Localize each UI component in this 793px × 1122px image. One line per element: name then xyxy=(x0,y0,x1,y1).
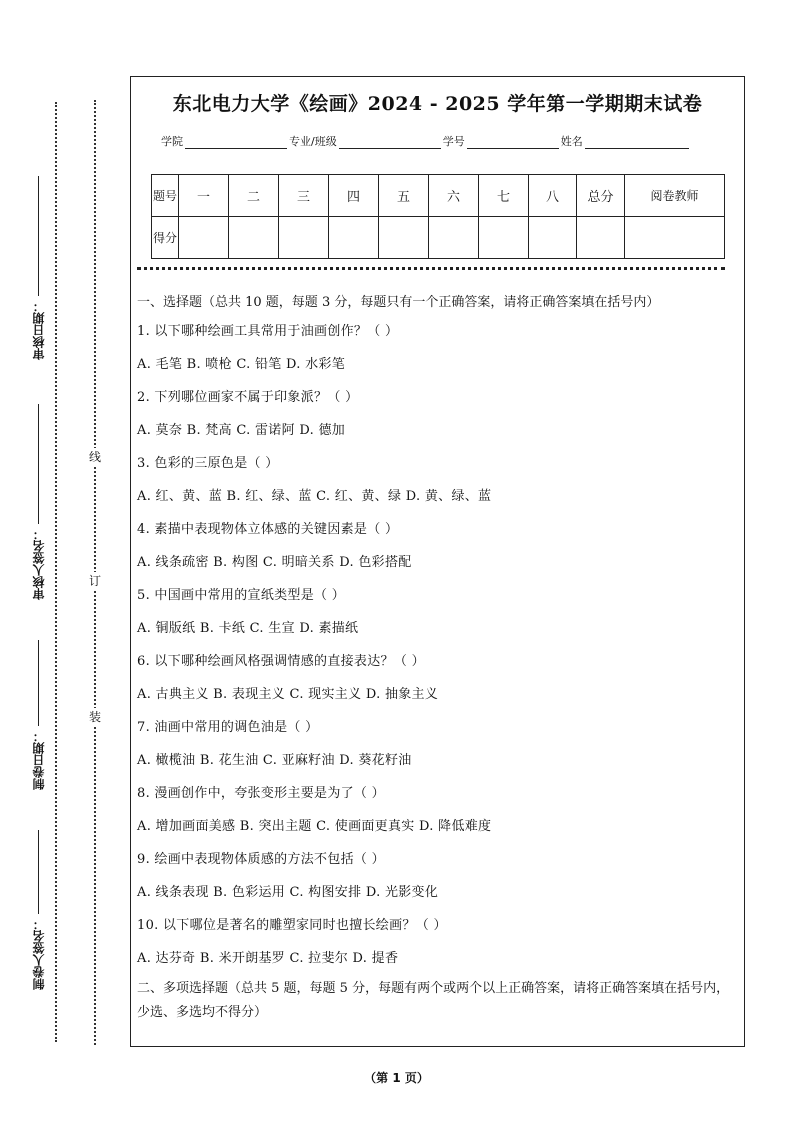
question-options: A. 红、黄、蓝 B. 红、绿、蓝 C. 红、黄、绿 D. 黄、绿、蓝 xyxy=(137,489,492,504)
binding-char-staple: 订 xyxy=(88,574,101,588)
question-options: A. 线条表现 B. 色彩运用 C. 构图安排 D. 光影变化 xyxy=(137,885,439,900)
review-date-label: 审核日期： xyxy=(30,150,47,360)
score-cell[interactable] xyxy=(179,217,229,259)
col-grader: 阅卷教师 xyxy=(625,175,725,217)
col-6: 六 xyxy=(429,175,479,217)
question-number-label: 题号 xyxy=(152,175,179,217)
binding-char-line: 线 xyxy=(88,450,101,464)
dotted-separator xyxy=(137,267,725,270)
score-cell[interactable] xyxy=(479,217,529,259)
question-options: A. 线条疏密 B. 构图 C. 明暗关系 D. 色彩搭配 xyxy=(137,555,412,570)
score-cell[interactable] xyxy=(529,217,577,259)
grader-cell[interactable] xyxy=(625,217,725,259)
score-value-row xyxy=(152,217,725,259)
col-8: 八 xyxy=(529,175,577,217)
col-3: 三 xyxy=(279,175,329,217)
question-options: A. 铜版纸 B. 卡纸 C. 生宣 D. 素描纸 xyxy=(137,621,359,636)
exam-title: 东北电力大学《绘画》2024 - 2025 学年第一学期期末试卷 xyxy=(172,93,703,115)
question-text: 7. 油画中常用的调色油是（ ） xyxy=(137,720,319,735)
question-list xyxy=(137,315,741,975)
score-header-row xyxy=(152,175,725,217)
name-label: 姓名 xyxy=(560,135,583,148)
section2-heading: 二、多项选择题（总共 5 题，每题 5 分，每题有两个或两个以上正确答案，请将正确答案填在括号内，少选、多选均不得分） xyxy=(137,981,730,1020)
score-cell[interactable] xyxy=(429,217,479,259)
question-options: A. 毛笔 B. 喷枪 C. 铅笔 D. 水彩笔 xyxy=(137,357,346,372)
exam-frame xyxy=(130,76,745,1047)
major-class-field[interactable] xyxy=(339,136,441,149)
question-options: A. 达芬奇 B. 米开朗基罗 C. 拉斐尔 D. 提香 xyxy=(137,951,399,966)
name-field[interactable] xyxy=(585,136,689,149)
paper-author-signature-label: 制卷人签名： xyxy=(30,830,47,990)
binding-char-bind: 装 xyxy=(88,710,101,724)
question-text: 8. 漫画创作中，夸张变形主要是为了（ ） xyxy=(137,786,385,801)
col-2: 二 xyxy=(229,175,279,217)
col-7: 七 xyxy=(479,175,529,217)
question-text: 9. 绘画中表现物体质感的方法不包括（ ） xyxy=(137,852,385,867)
score-label: 得分 xyxy=(152,217,179,259)
student-id-label: 学号 xyxy=(442,135,465,148)
col-5: 五 xyxy=(379,175,429,217)
reviewer-signature-label: 审核人签名： xyxy=(30,400,47,600)
section1-heading: 一、选择题（总共 10 题，每题 3 分，每题只有一个正确答案，请将正确答案填在括号内） xyxy=(137,295,660,310)
binding-dotted-line-outer xyxy=(55,102,57,1042)
paper-date-label: 制卷日期： xyxy=(30,640,47,790)
student-id-field[interactable] xyxy=(467,136,559,149)
student-info-row xyxy=(161,133,691,149)
college-field[interactable] xyxy=(185,136,287,149)
col-total: 总分 xyxy=(577,175,625,217)
exam-body xyxy=(137,291,741,1025)
score-table xyxy=(151,174,725,259)
score-cell[interactable] xyxy=(229,217,279,259)
question-options: A. 增加画面美感 B. 突出主题 C. 使画面更真实 D. 降低难度 xyxy=(137,819,492,834)
question-text: 5. 中国画中常用的宣纸类型是（ ） xyxy=(137,588,346,603)
question-text: 1. 以下哪种绘画工具常用于油画创作？（ ） xyxy=(137,324,399,339)
question-options: A. 古典主义 B. 表现主义 C. 现实主义 D. 抽象主义 xyxy=(137,687,439,702)
question-text: 6. 以下哪种绘画风格强调情感的直接表达？（ ） xyxy=(137,654,425,669)
college-label: 学院 xyxy=(161,135,183,148)
score-cell[interactable] xyxy=(379,217,429,259)
major-class-label: 专业/班级 xyxy=(289,135,337,148)
question-options: A. 橄榄油 B. 花生油 C. 亚麻籽油 D. 葵花籽油 xyxy=(137,753,412,768)
col-4: 四 xyxy=(329,175,379,217)
col-1: 一 xyxy=(179,175,229,217)
question-text: 3. 色彩的三原色是（ ） xyxy=(137,456,279,471)
question-text: 10. 以下哪位是著名的雕塑家同时也擅长绘画？（ ） xyxy=(137,918,447,933)
question-text: 4. 素描中表现物体立体感的关键因素是（ ） xyxy=(137,522,399,537)
question-options: A. 莫奈 B. 梵高 C. 雷诺阿 D. 德加 xyxy=(137,423,346,438)
question-text: 2. 下列哪位画家不属于印象派？（ ） xyxy=(137,390,359,405)
page-number: （第 1 页） xyxy=(364,1071,429,1085)
score-cell[interactable] xyxy=(329,217,379,259)
score-cell[interactable] xyxy=(577,217,625,259)
score-cell[interactable] xyxy=(279,217,329,259)
